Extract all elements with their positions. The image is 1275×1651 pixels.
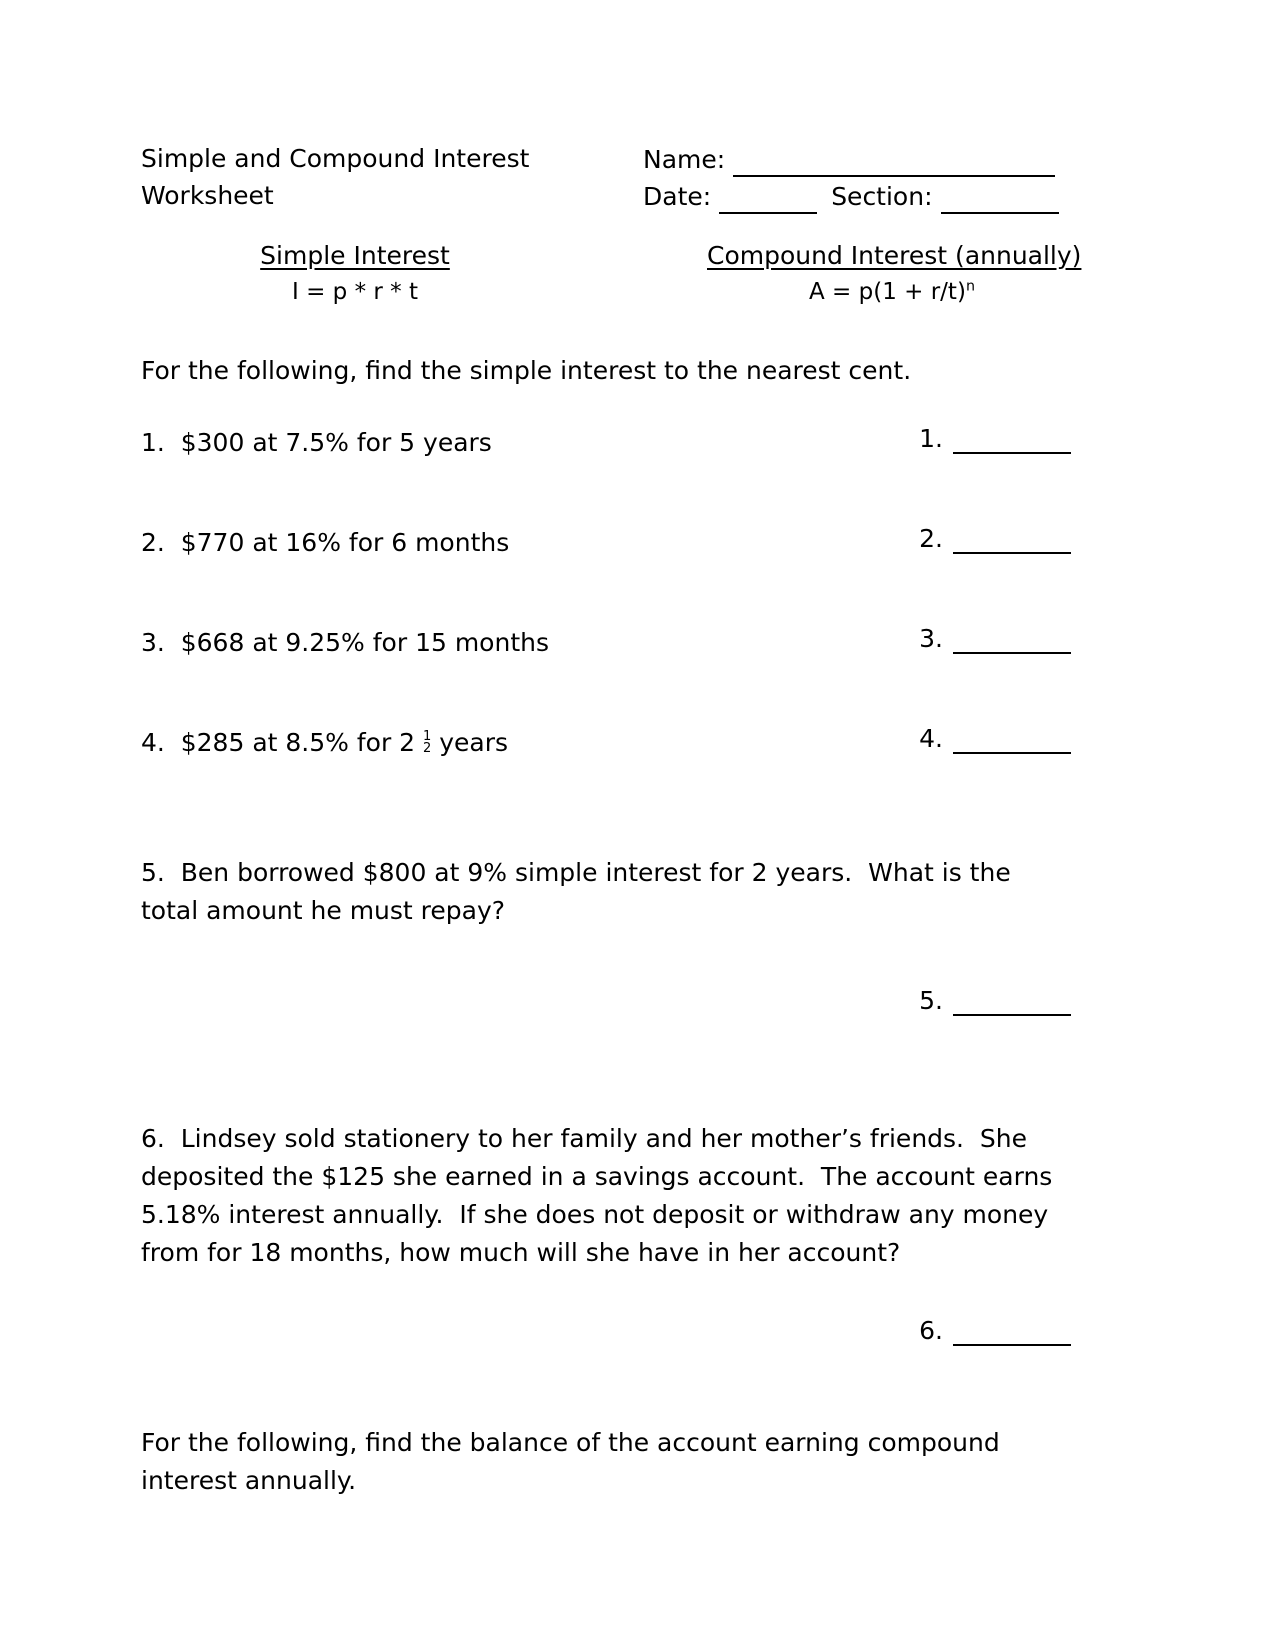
problem-5-text: 5. Ben borrowed $800 at 9% simple interest for 2 years. What is the total amount he must repay? [141, 858, 1019, 925]
fraction-denominator: 2 [423, 740, 432, 756]
problem-1-text: 1. $300 at 7.5% for 5 years [141, 428, 492, 457]
problem-2-row [141, 524, 1071, 562]
page-title-line-2: Worksheet [141, 181, 274, 210]
problem-4-answer-blank[interactable] [953, 728, 1071, 754]
problem-1-answer-number: 1. [919, 424, 943, 453]
problem-6-answer-slot [919, 1316, 1071, 1346]
problem-6-answer-blank[interactable] [953, 1320, 1071, 1346]
worksheet-body [141, 140, 1082, 1500]
problem-6-answer-number: 6. [919, 1316, 943, 1345]
problem-5-answer-number: 5. [919, 986, 943, 1015]
problem-4-answer-number: 4. [919, 724, 943, 753]
compound-formula-exponent: n [965, 278, 975, 295]
problem-4-answer-slot [919, 724, 1071, 754]
problem-1-answer-slot [919, 424, 1071, 454]
compound-interest-formula-title: Compound Interest (annually) [707, 241, 1082, 270]
problem-5-row [141, 854, 1071, 930]
simple-interest-formula-expression: I = p * r * t [292, 279, 418, 305]
problem-1-answer-blank[interactable] [953, 428, 1071, 454]
student-info-fields [643, 140, 1073, 214]
name-field-row [643, 140, 1073, 177]
date-section-field-row [643, 177, 1073, 214]
problem-3-answer-slot [919, 624, 1071, 654]
problem-3-answer-blank[interactable] [953, 628, 1071, 654]
worksheet-header [141, 140, 1071, 218]
name-label: Name: [643, 145, 726, 174]
problem-2-text: 2. $770 at 16% for 6 months [141, 528, 510, 557]
problem-5-answer-blank[interactable] [953, 990, 1071, 1016]
problem-6-row [141, 1120, 1071, 1272]
problem-2-answer-blank[interactable] [953, 528, 1071, 554]
formula-reference-band [141, 240, 1082, 336]
fraction-numerator: 1 [423, 728, 432, 744]
section-input-blank[interactable] [941, 190, 1059, 214]
problem-1-row [141, 424, 1071, 462]
worksheet-title-block [141, 140, 621, 214]
problem-6-text: 6. Lindsey sold stationery to her family and her mother’s friends. She deposited the $125 she earned in a savings account. The account earns 5.18% interest annually. If she does not deposit or withdraw any money from for 18 months, how much will she have in her account? [141, 1124, 1061, 1267]
compound-interest-formula-block [707, 240, 1082, 309]
problem-4-text-after-fraction: years [431, 728, 509, 757]
problem-3-row [141, 624, 1071, 662]
problem-3-text: 3. $668 at 9.25% for 15 months [141, 628, 549, 657]
problem-4-text-before-fraction: 4. $285 at 8.5% for 2 [141, 728, 424, 757]
name-input-blank[interactable] [733, 153, 1055, 177]
compound-formula-base: A = p(1 + r/t) [809, 279, 966, 305]
page-title-line-1: Simple and Compound Interest [141, 144, 530, 173]
compound-interest-instruction: For the following, find the balance of the account earning compound interest annually. [141, 1428, 1008, 1495]
date-label: Date: [643, 182, 712, 211]
problem-5-answer-slot [919, 986, 1071, 1016]
section-label: Section: [831, 182, 933, 211]
date-input-blank[interactable] [719, 190, 817, 214]
problem-5-answer-row [141, 986, 1071, 1026]
problem-3-answer-number: 3. [919, 624, 943, 653]
simple-interest-formula-title: Simple Interest [260, 241, 450, 270]
problem-2-answer-slot [919, 524, 1071, 554]
problem-6-answer-row [141, 1316, 1071, 1356]
simple-interest-instruction: For the following, find the simple interest to the nearest cent. [141, 356, 912, 385]
problem-4-row [141, 724, 1071, 762]
problem-4-mixed-fraction [423, 728, 432, 756]
problem-2-answer-number: 2. [919, 524, 943, 553]
compound-interest-formula-expression [707, 275, 1077, 309]
simple-interest-formula-block [205, 240, 505, 309]
